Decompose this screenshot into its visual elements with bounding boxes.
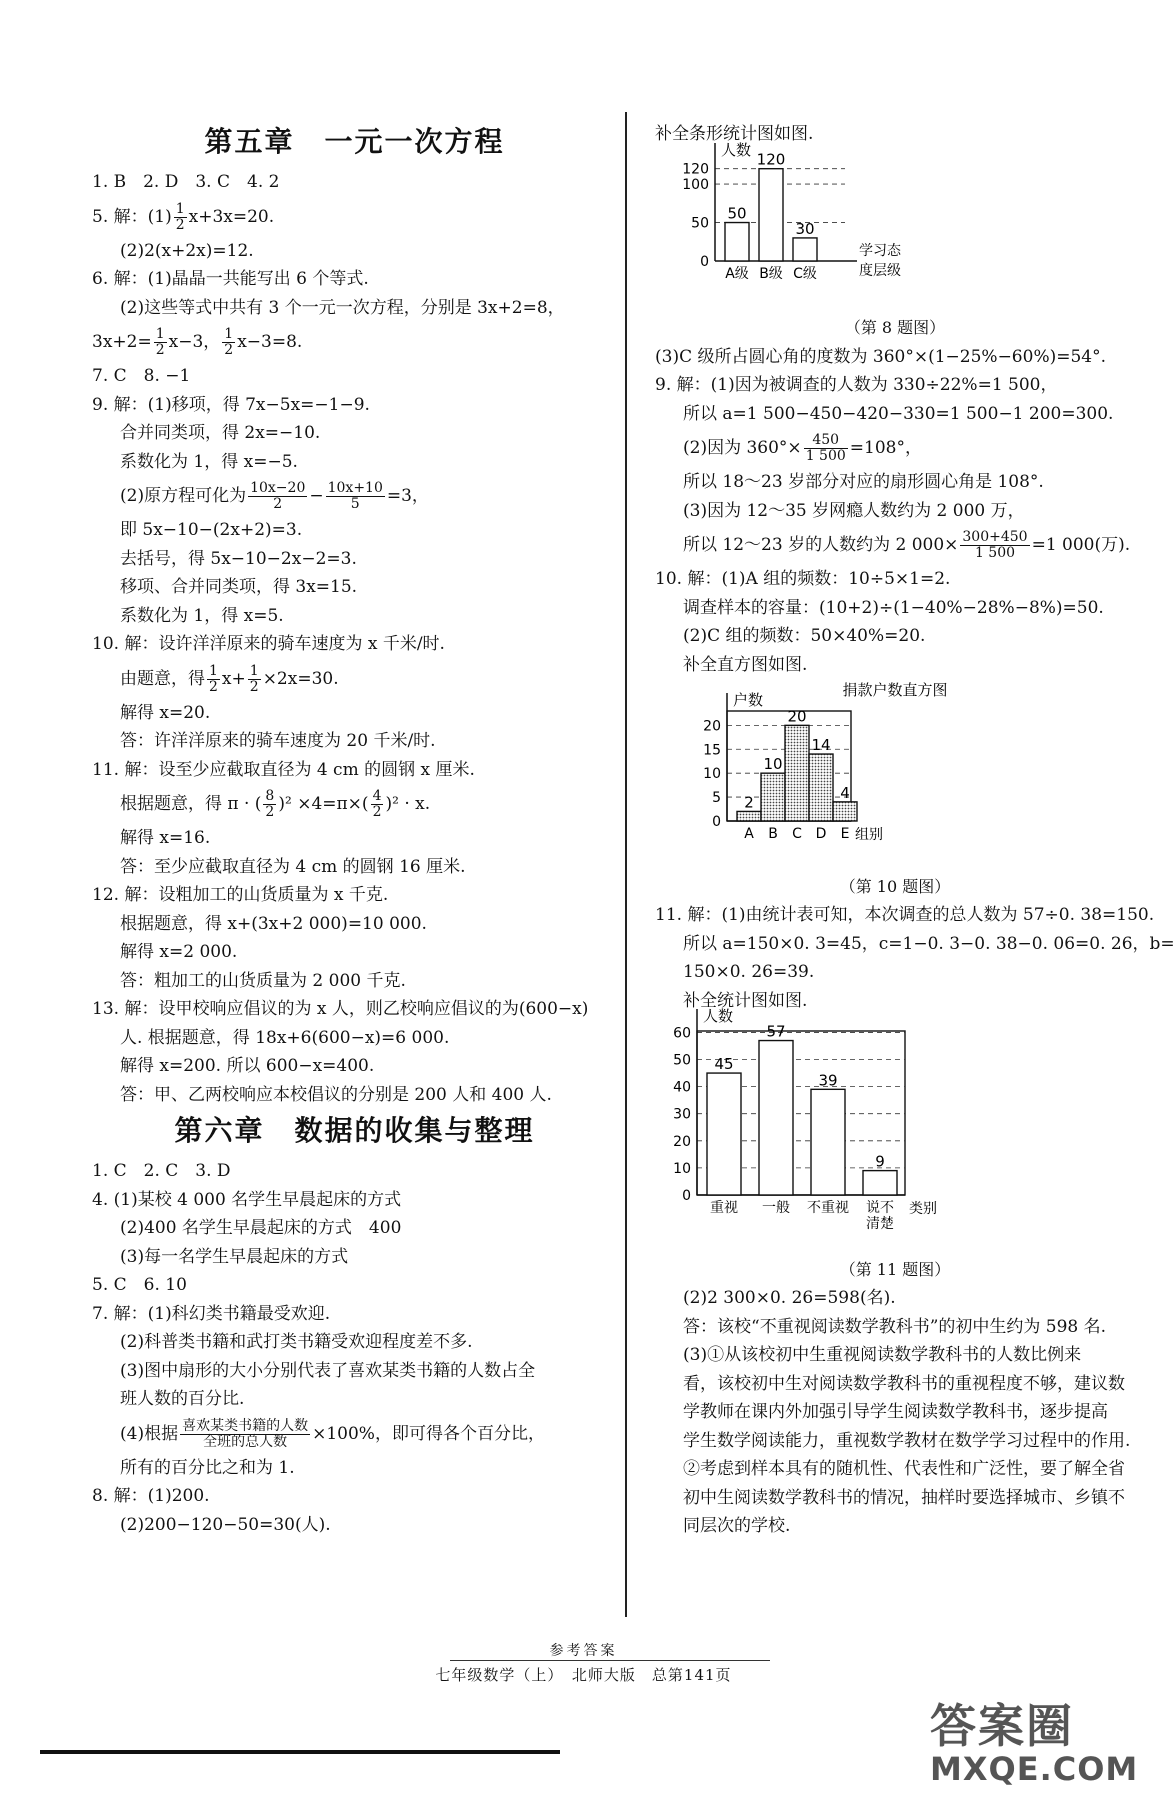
y-tick-label: 0 [712,814,721,830]
data-label: 45 [714,1055,734,1074]
numerator: 450 [804,433,848,449]
answer-line: 调查样本的容量：(10+2)÷(1−40%−28%−8%)=50. [683,597,1104,618]
ch6-line: (2)科普类书籍和武打类书籍受欢迎程度差不多. [120,1332,473,1352]
denominator: 全班的总人数 [203,1433,288,1450]
x-tick-label: B [768,826,778,842]
y-tick-label: 20 [703,718,721,735]
numerator: 1 [155,326,165,342]
caption-11: （第 11 题图） [839,1259,951,1279]
numerator: 300+450 [962,529,1028,545]
answer-line: 所以 a=1 500−450−420−330=1 500−1 200=300. [683,403,1114,424]
ch6-line: (3)每一名学生早晨起床的方式 [120,1246,349,1267]
data-label: 10 [763,755,783,774]
fraction [248,664,261,695]
y-tick-label: 10 [673,1160,691,1177]
y-tick-label: 5 [712,790,721,807]
data-label: 9 [875,1152,885,1171]
ch5-line: 答：甲、乙两校响应本校倡议的分别是 200 人和 400 人. [120,1084,552,1105]
bar [759,168,783,260]
numerator: 1 [224,326,234,342]
text: x+3x=20. [188,206,275,227]
y-tick-label: 100 [682,176,709,193]
fraction [371,789,384,820]
chart-title: 捐款户数直方图 [842,681,948,699]
denominator: 2 [249,678,259,695]
answer-line: 所以 a=150×0. 3=45，c=1−0. 3−0. 38−0. 06=0. 26，b= [683,933,1175,954]
answer-q9-2 [655,428,1135,468]
ch6-line: 1. C 2. C 3. D [92,1161,231,1181]
text: x+ [221,668,246,689]
answer-line: 10. 解：(1)A 组的频数：10÷5×1=2. [655,569,951,589]
ch5-line: 11. 解：设至少应截取直径为 4 cm 的圆钢 x 厘米. [92,759,475,780]
left-column [92,120,617,1539]
figure-11 [655,1007,1135,1252]
y-axis-label: 人数 [703,1007,734,1025]
numerator: 10x−20 [250,480,306,496]
denominator: 2 [224,342,234,358]
bar [833,802,857,821]
ch6-line: 5. C 6. 10 [92,1275,187,1295]
ch5-line: 解得 x=20. [120,702,211,723]
footer-label: 参考答案 [549,1643,618,1659]
fraction [222,327,235,358]
answer-line: 同层次的学校. [683,1516,791,1536]
text: (4)根据 [120,1423,179,1444]
x-axis-label: 类别 [909,1201,937,1217]
footer-info: 七年级数学（上） 北师大版 总第141页 [435,1666,732,1684]
answer-line: 9. 解：(1)因为被调查的人数为 330÷22%=1 500， [655,375,1058,395]
denominator: 1 500 [974,545,1016,561]
bar [761,773,785,821]
denominator: 5 [350,496,360,512]
ch5-line: 7. C 8. −1 [92,366,191,386]
fraction [180,1419,310,1450]
y-axis-label: 人数 [721,140,752,159]
ch5-line: 解得 x=2 000. [120,942,238,962]
numerator: 4 [372,788,382,804]
ch5-line: 去括号，得 5x−10−2x−2=3. [120,548,357,569]
denominator: 1 500 [805,448,846,464]
numerator: 1 [175,200,185,217]
ch6-line: (2)200−120−50=30(人). [120,1514,331,1535]
x-tick-label: E [840,826,850,842]
answer-line: 补全统计图如图. [683,990,808,1011]
fraction [207,664,220,695]
ch5-line: 答：粗加工的山货质量为 2 000 千克. [120,970,406,991]
caption-10: （第 10 题图） [839,876,951,896]
footer-rule [450,1660,770,1661]
ch5-line: 解得 x=200. 所以 600−x=400. [120,1056,375,1076]
y-axis-label: 户数 [733,691,764,709]
figure-8 [655,140,1135,311]
watermark-logo [930,1690,1150,1790]
bar [863,1171,897,1195]
x-tick-label: D [815,826,827,842]
denominator: 2 [265,804,275,820]
answer-line: 11. 解：(1)由统计表可知，本次调查的总人数为 57÷0. 38=150. [655,905,1155,925]
ch6-line: 所有的百分比之和为 1. [120,1457,295,1478]
ch5-line: 答：许洋洋原来的骑车速度为 20 千米/时. [120,731,436,751]
bar [707,1073,741,1195]
numerator: 喜欢某类书籍的人数 [182,1417,309,1434]
answer-line: 看，该校初中生对阅读数学教科书的重视程度不够，建议数 [683,1373,1125,1394]
answer-line: 学教师在课内外加强引导学生阅读数学教科书，逐步提高 [683,1402,1108,1422]
text: 5. 解：(1) [92,206,172,227]
ch5-q6c [92,322,617,362]
answer-line: 补全条形统计图如图. [655,124,814,144]
ch5-line: 人. 根据题意，得 18x+6(600−x)=6 000. [120,1027,450,1048]
fraction [174,202,187,233]
caption-8: （第 8 题图） [844,318,946,337]
data-label: 30 [795,219,815,238]
ch5-line: 系数化为 1，得 x=5. [120,605,284,626]
fraction [804,433,848,464]
ch6-line: 7. 解：(1)科幻类书籍最受欢迎. [92,1303,331,1324]
x-axis-label: 组别 [855,827,883,843]
ch6-line: (2)400 名学生早晨起床的方式 400 [120,1218,402,1238]
answer-line: (3)因为 12～35 岁网瘾人数约为 2 000 万， [683,500,1025,521]
denominator: 2 [273,496,283,512]
answer-line: (3)①从该校初中生重视阅读数学教科书的人数比例来 [683,1345,1082,1365]
ch6-line: 4. (1)某校 4 000 名学生早晨起床的方式 [92,1189,402,1210]
answer-line: 初中生阅读数学教科书的情况，抽样时要选择城市、乡镇不 [683,1487,1125,1508]
column-divider [625,112,627,1617]
numerator: 8 [265,788,275,804]
text: 3x+2= [92,332,152,352]
bar [809,754,833,821]
y-tick-label: 60 [673,1025,691,1042]
text: )² ×4=π×( [278,794,369,814]
ch5-q10b [92,659,617,699]
right-column [655,120,1175,1541]
x-tick-label: A [744,826,754,842]
chart-figure-10 [655,681,1135,859]
ch6-line: 班人数的百分比. [120,1389,245,1409]
y-tick-label: 0 [682,1188,691,1204]
bar [759,1041,793,1195]
bar [793,237,817,260]
x-tick-label: A级 [725,265,749,282]
ch5-q9d [92,476,617,516]
ch6-q7e [92,1414,617,1454]
y-tick-label: 15 [703,742,721,759]
y-tick-label: 50 [673,1052,691,1069]
text: x−3， [168,332,221,352]
denominator: 2 [209,678,218,695]
fraction [326,481,385,512]
x-tick-label: 不重视 [807,1200,849,1216]
ch6-line: 8. 解：(1)200. [92,1486,210,1506]
ch5-line: 合并同类项，得 2x=−10. [120,423,321,443]
ch6-line: (3)图中扇形的大小分别代表了喜欢某类书籍的人数占全 [120,1360,536,1381]
text: 根据题意，得 π · ( [120,794,262,814]
fraction [960,530,1029,561]
text: ×100%，即可得各个百分比， [312,1423,545,1444]
ch5-line: 根据题意，得 x+(3x+2 000)=10 000. [120,913,427,934]
ch5-line: 解得 x=16. [120,828,211,848]
ch5-q5a [92,197,617,237]
data-label: 14 [811,736,831,755]
answer-line: 150×0. 26=39. [683,962,815,982]
ch5-line: 6. 解：(1)晶晶一共能写出 6 个等式. [92,269,369,289]
fraction [263,789,276,820]
numerator: 10x+10 [327,480,383,496]
x-axis-label: 学习态 [859,242,901,259]
ch5-line: 12. 解：设粗加工的山货质量为 x 千克. [92,885,389,905]
answer-q9-3 [655,525,1135,565]
text: (2)因为 360°× [683,438,802,458]
bar [785,725,809,821]
text: =3， [386,486,429,506]
ch5-line: 答：至少应截取直径为 4 cm 的圆钢 16 厘米. [120,856,466,877]
y-tick-label: 10 [703,766,721,783]
ch5-line: (2)这些等式中共有 3 个一元一次方程，分别是 3x+2=8， [120,297,565,318]
text: (2)原方程可化为 [120,486,247,506]
y-tick-label: 20 [673,1133,691,1150]
y-tick-label: 120 [682,161,709,178]
text: 由题意，得 [120,668,205,689]
x-tick-label: 一般 [762,1200,790,1216]
answer-line: 补全直方图如图. [683,654,808,675]
y-tick-label: 40 [673,1079,691,1096]
chapter-5-title: 第五章 一元一次方程 [204,125,505,158]
x-tick-label: 清楚 [866,1216,894,1232]
x-tick-label: 重视 [710,1200,738,1216]
x-tick-label: 说不 [866,1200,894,1216]
answer-line: (2)2 300×0. 26=598(名). [683,1288,896,1308]
data-label: 57 [766,1022,786,1041]
chapter-6-title: 第六章 数据的收集与整理 [174,1114,535,1147]
fraction [154,327,167,358]
x-axis-label: 度层级 [859,262,901,279]
text: 所以 12～23 岁的人数约为 2 000× [683,535,959,555]
ch5-q11b [92,784,617,824]
answer-line: 所以 18～23 岁部分对应的扇形圆心角是 108°. [683,472,1044,492]
ch5-line: 13. 解：设甲校响应倡议的为 x 人，则乙校响应倡议的为(600−x) [92,999,589,1019]
numerator: 1 [209,662,218,679]
data-label: 20 [787,707,807,726]
ch5-line: 系数化为 1，得 x=−5. [120,451,298,472]
y-tick-label: 30 [673,1106,691,1123]
answer-line: 学生数学阅读能力，重视数学教材在数学学习过程中的作用. [683,1430,1131,1451]
bar [725,222,749,260]
text: − [309,486,324,506]
chart-figure-11 [655,1007,1135,1242]
x-tick-label: C级 [793,265,817,282]
bar [737,811,761,821]
y-tick-label: 50 [691,215,709,232]
denominator: 2 [372,804,382,820]
bar [811,1089,845,1195]
data-label: 2 [744,793,754,812]
watermark-text: 答案圈 [930,1699,1074,1753]
answer-line: 答：该校“不重视阅读数学教科书”的初中生约为 598 名. [683,1316,1107,1337]
text: x−3=8. [237,332,303,352]
data-label: 39 [818,1071,838,1090]
denominator: 2 [155,342,165,358]
watermark-url: MXQE.COM [930,1750,1139,1788]
x-tick-label: C [792,826,802,842]
chart-figure-8 [655,140,1135,301]
numerator: 1 [249,662,259,679]
data-label: 50 [727,204,747,223]
fraction [248,481,307,512]
text: ×2x=30. [262,668,339,689]
bottom-rule [40,1750,560,1754]
x-tick-label: B级 [759,265,783,282]
text: )² · x. [385,794,431,814]
ch5-line: 1. B 2. D 3. C 4. 2 [92,172,280,192]
ch5-line: (2)2(x+2x)=12. [120,240,254,261]
answer-line: ②考虑到样本具有的随机性、代表性和广泛性，要了解全省 [683,1459,1125,1479]
text: =1 000(万). [1031,535,1131,555]
text: =108°， [849,438,922,458]
ch5-line: 移项、合并同类项，得 3x=15. [120,577,358,597]
answer-line: (3)C 级所占圆心角的度数为 360°×(1−25%−60%)=54°. [655,346,1107,367]
denominator: 2 [175,216,185,233]
ch5-line: 10. 解：设许洋洋原来的骑车速度为 x 千米/时. [92,634,445,654]
data-label: 120 [756,150,786,169]
answer-line: (2)C 组的频数：50×40%=20. [683,626,926,646]
ch5-line: 9. 解：(1)移项，得 7x−5x=−1−9. [92,394,370,415]
ch5-line: 即 5x−10−(2x+2)=3. [120,520,303,540]
data-label: 4 [840,783,850,802]
figure-10 [655,681,1135,869]
y-tick-label: 0 [700,253,709,270]
